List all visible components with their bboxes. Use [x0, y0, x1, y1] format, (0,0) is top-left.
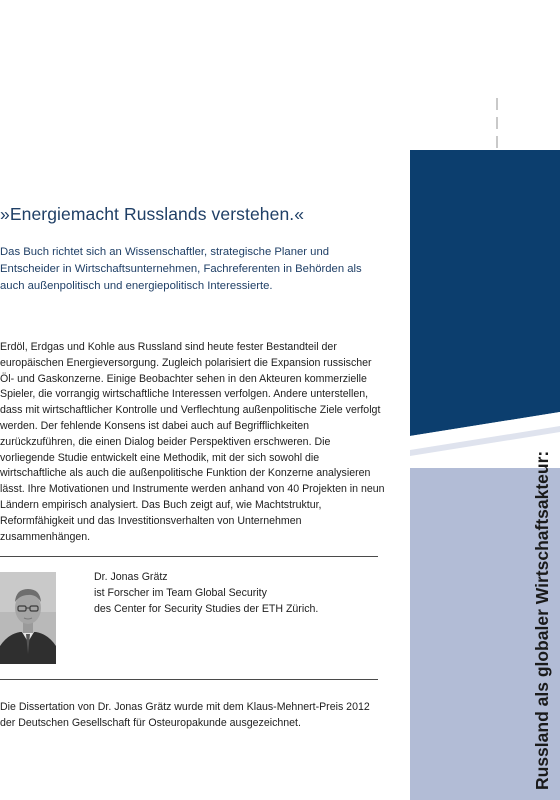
- author-photo: [0, 572, 56, 664]
- spine-navy-block: [410, 150, 560, 436]
- author-institution: des Center for Security Studies der ETH Zürich.: [94, 602, 319, 615]
- headline: »Energiemacht Russlands verstehen.«: [0, 204, 305, 224]
- portrait-image: [0, 572, 56, 664]
- intro-paragraph: Das Buch richtet sich an Wissenschaftler, strategische Planer und Entscheider in Wirtschaftsunternehmen, Fachreferenten in Behörden als auch außenpolitisch und energiepolitisch Interessierte.: [0, 246, 362, 292]
- author-bio: [94, 570, 364, 617]
- award-note: Die Dissertation von Dr. Jonas Grätz wurde mit dem Klaus-Mehnert-Preis 2012 der Deutschen Gesellschaft für Osteuropakunde ausgezeichnet.: [0, 701, 370, 729]
- spine-title: Russland als globaler Wirtschaftsakteur:: [532, 450, 552, 790]
- divider-bottom: [0, 679, 378, 680]
- divider-top: [0, 556, 378, 557]
- author-name: Dr. Jonas Grätz: [94, 571, 168, 583]
- crop-marks: [496, 98, 502, 150]
- author-role: ist Forscher im Team Global Security: [94, 586, 267, 599]
- body-paragraph: Erdöl, Erdgas und Kohle aus Russland sind heute fester Bestandteil der europäischen Energieversorgung. Zugleich polarisiert die Expansion russischer Öl- und Gaskonzerne. Einige Beobachter sehen in den Akteuren kommerzielle Spieler, die vorrangig wirtschaftliche Interessen verfolgen. Andere unterstellen, dass mit wirtschaftlicher Kontrolle und Verflechtung außenpolitische Ziele verfolgt werden. Der fehlende Konsens ist dabei auch auf Begrifflichkeiten zurückzuführen, die einen Dialog beider Perspektiven erschweren. Die vorliegende Studie entwickelt eine Methodik, mit der sich sowohl die wirtschaftliche als auch die außenpolitische Funktion der Konzerne analysieren lässt. Ihre Motivationen und Instrumente werden anhand von 40 Projekten in neun Ländern empirisch analysiert. Das Buch zeigt auf, wie Machtstruktur, Reformfähigkeit und das Investitionsverhalten von Unternehmen zusammenhängen.: [0, 341, 385, 543]
